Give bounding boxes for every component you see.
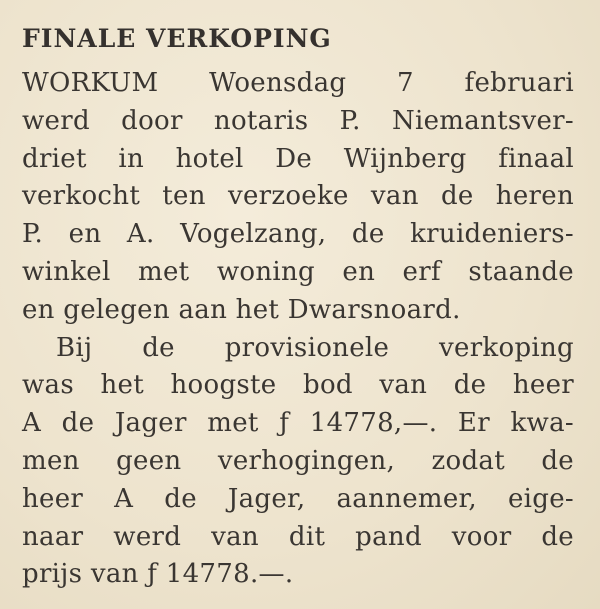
text-line: verkocht ten verzoeke van de heren	[22, 181, 574, 212]
article	[22, 22, 574, 594]
text-line: werd door notaris P. Niemantsver-	[22, 105, 574, 136]
text-line: naar werd van dit pand voor de	[22, 521, 574, 552]
text-line: men geen verhogingen, zodat de	[22, 445, 574, 476]
text-line: Bij de provisionele verkoping	[56, 332, 574, 363]
text-line: WORKUM Woensdag 7 februari	[22, 68, 574, 98]
text-line: en gelegen aan het Dwarsnoard.	[22, 294, 461, 325]
article-headline: FINALE VERKOPING	[22, 24, 332, 53]
paragraph-2	[22, 330, 574, 595]
text-line: A de Jager met ƒ 14778,—. Er kwa-	[22, 408, 574, 439]
text-line: heer A de Jager, aannemer, eige-	[22, 483, 574, 514]
text-line: driet in hotel De Wijnberg finaal	[22, 143, 574, 174]
text-line: P. en A. Vogelzang, de kruideniers-	[22, 219, 574, 250]
text-line: prijs van ƒ 14778.—.	[22, 559, 294, 590]
text-line: winkel met woning en erf staande	[22, 256, 574, 287]
text-line: was het hoogste bod van de heer	[22, 370, 574, 401]
paragraph-1	[22, 65, 574, 330]
